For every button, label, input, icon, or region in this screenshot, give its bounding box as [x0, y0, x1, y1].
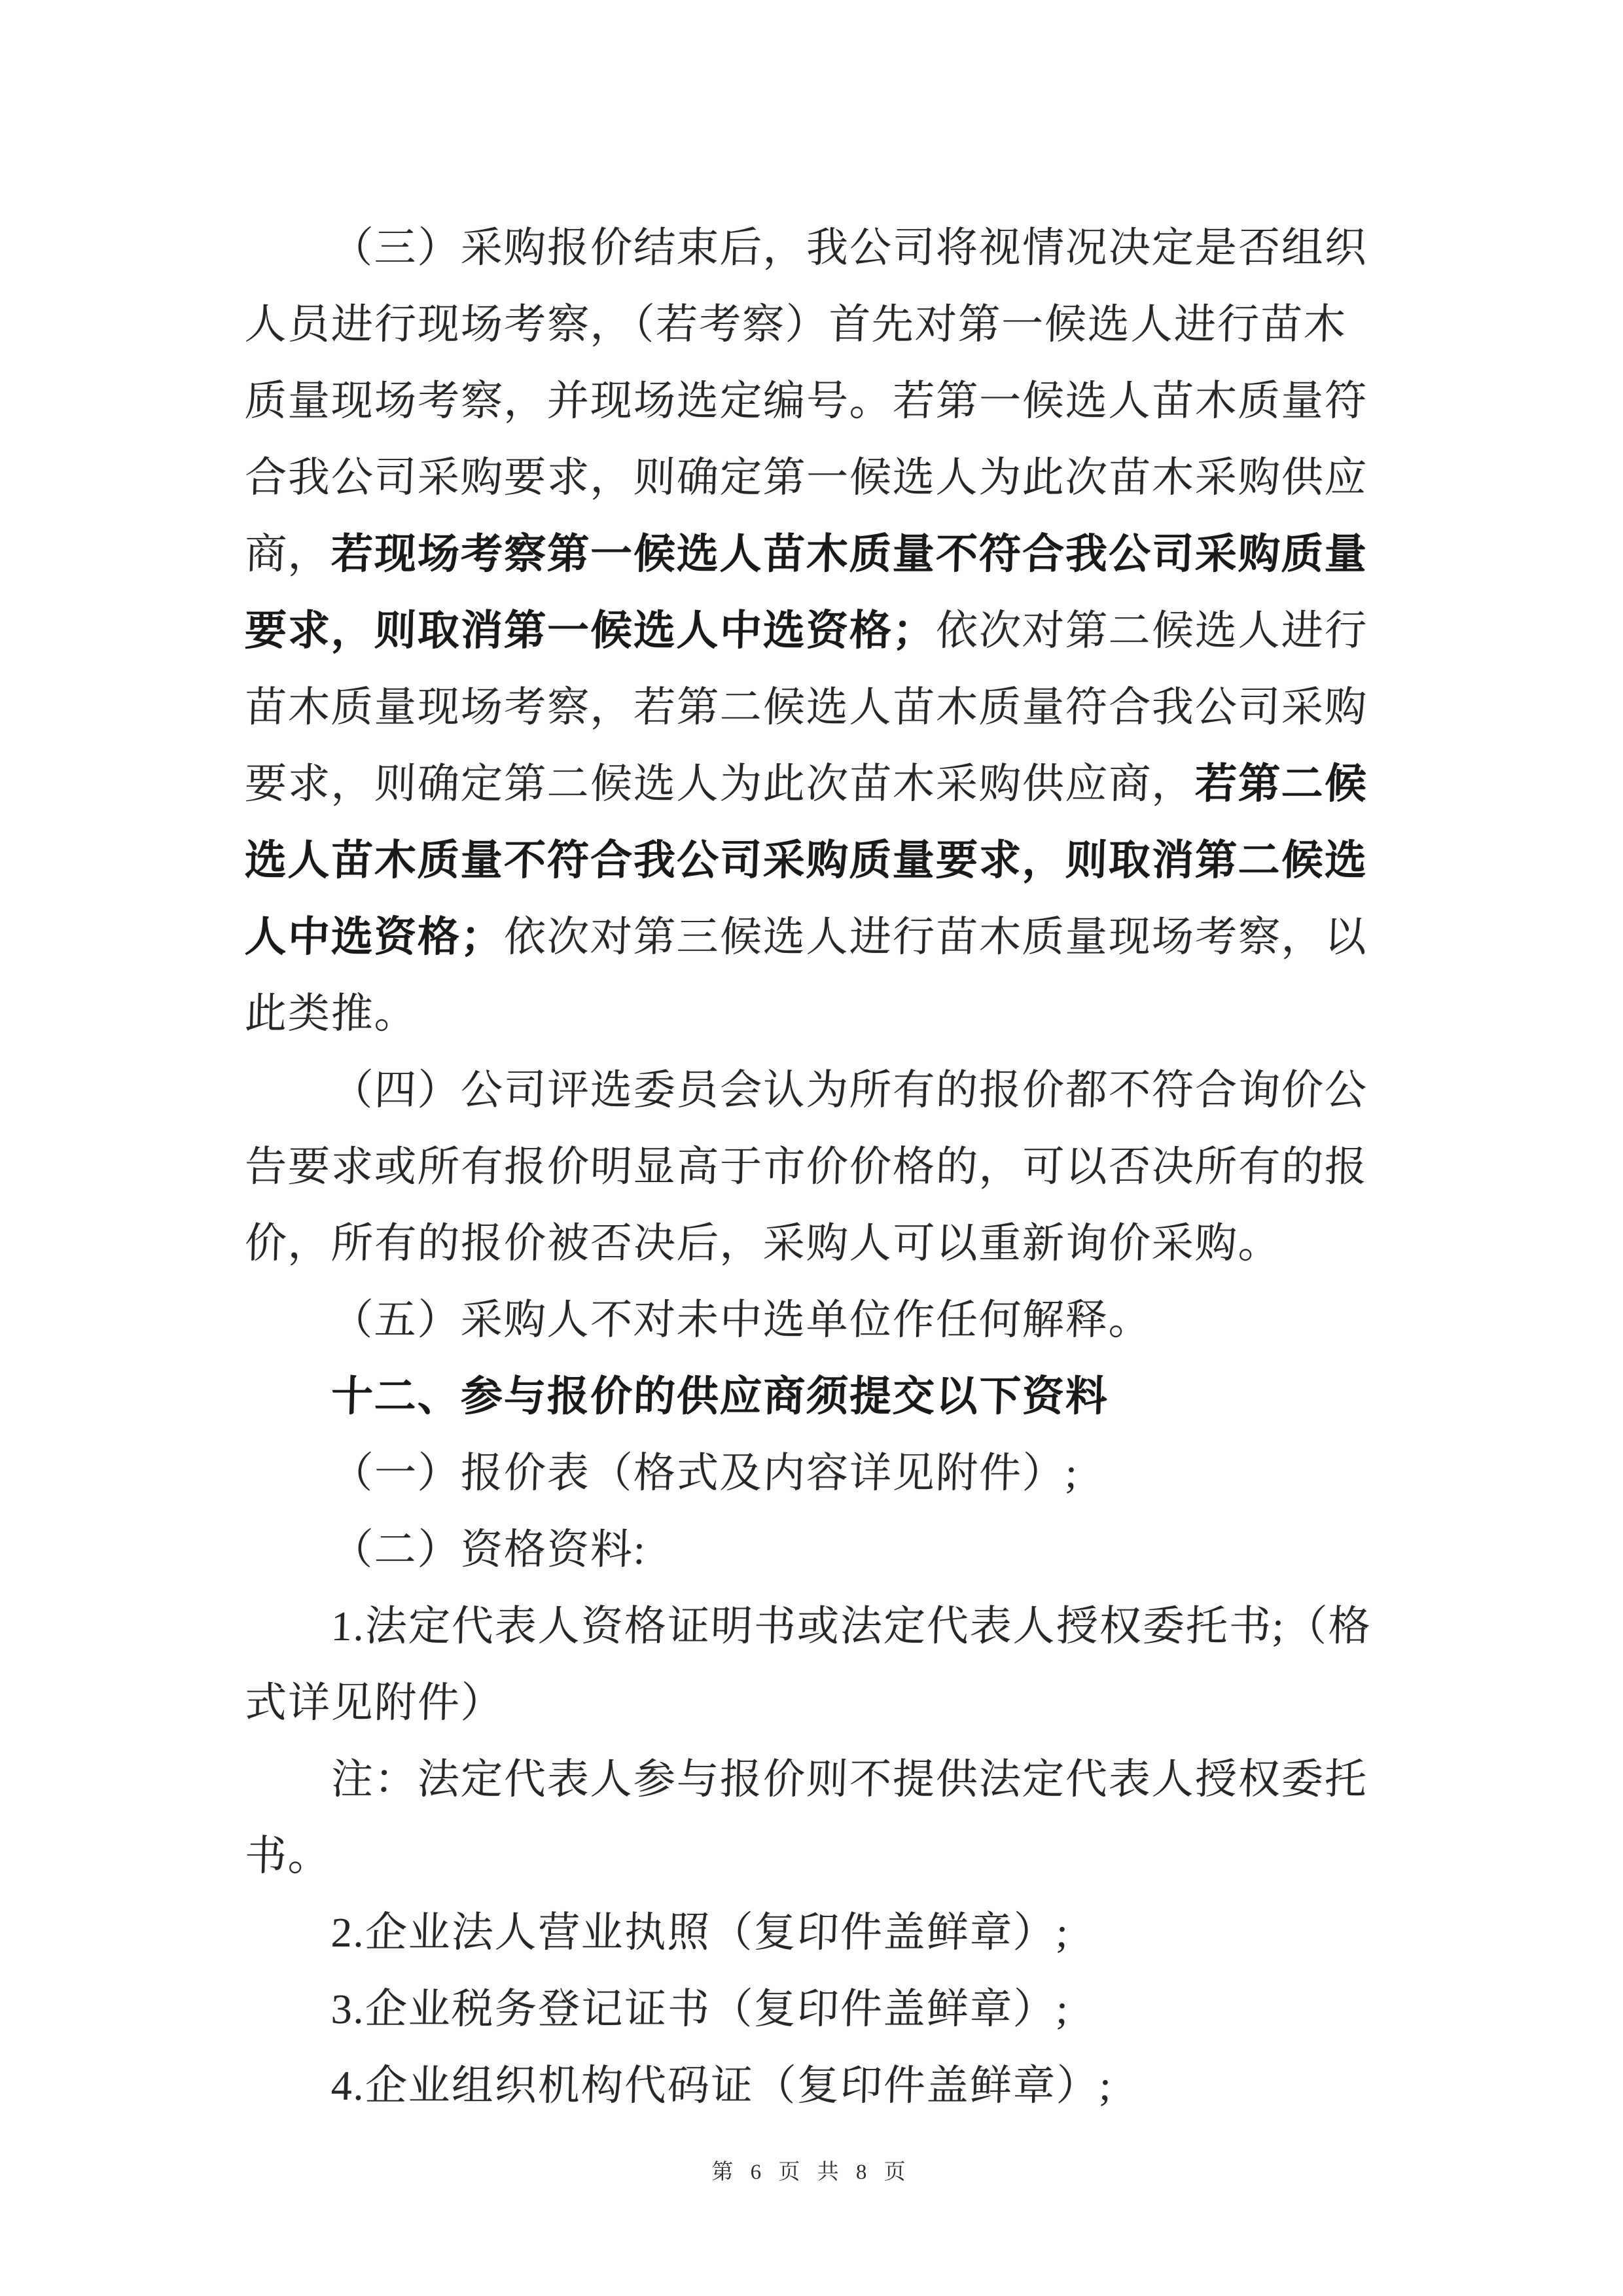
text-segment: 依次对第三候选人进行苗木质量现场考察，以 [503, 914, 1368, 960]
text-line [243, 899, 1387, 975]
text-line [243, 745, 1387, 822]
text-line [243, 1511, 1387, 1588]
text-segment: 依次对第二候选人进行 [935, 607, 1368, 654]
text-segment: 合我公司采购要求，则确定第一候选人为此次苗木采购供应 [244, 454, 1368, 501]
text-segment: （二）资格资料: [330, 1526, 647, 1573]
text-line [243, 1664, 1387, 1741]
text-segment: 1.法定代表人资格证明书或法定代表人授权委托书;（格 [330, 1603, 1372, 1649]
text-line [243, 1358, 1387, 1435]
text-segment: 此类推。 [244, 990, 418, 1037]
text-segment: 苗木质量现场考察，若第二候选人苗木质量符合我公司采购 [244, 684, 1368, 730]
text-line [243, 2047, 1387, 2124]
text-line [243, 822, 1387, 899]
text-line [243, 1971, 1387, 2047]
text-line [243, 516, 1387, 592]
text-line [243, 439, 1387, 516]
text-line [243, 363, 1387, 439]
text-segment: 要求，则取消第一候选人中选资格； [244, 607, 936, 654]
text-segment: 式详见附件） [244, 1679, 505, 1726]
text-segment: 注：法定代表人参与报价则不提供法定代表人授权委托 [330, 1756, 1368, 1803]
text-segment: 书。 [244, 1833, 332, 1879]
text-segment: 若现场考察第一候选人苗木质量不符合我公司采购质量 [330, 531, 1368, 577]
text-line [243, 286, 1387, 363]
text-segment: 人员进行现场考察，（若考察）首先对第一候选人进行苗木 [244, 301, 1347, 348]
text-segment: 4.企业组织机构代码证（复印件盖鲜章）; [330, 2062, 1113, 2109]
text-segment: （五）采购人不对未中选单位作任何解释。 [330, 1297, 1152, 1343]
text-line [243, 1128, 1387, 1205]
text-segment: 商， [244, 531, 332, 577]
text-segment: 若第二候 [1194, 761, 1368, 807]
text-segment: 告要求或所有报价明显高于市价价格的，可以否决所有的报 [244, 1143, 1368, 1190]
text-line [243, 1741, 1387, 1818]
text-segment: 选人苗木质量不符合我公司采购质量要求，则取消第二候选 [244, 837, 1368, 884]
text-line [243, 669, 1387, 745]
text-line [243, 1052, 1387, 1128]
text-segment: （一）报价表（格式及内容详见附件）; [330, 1450, 1079, 1496]
text-line [243, 209, 1387, 286]
text-line [243, 1818, 1387, 1894]
text-line [243, 1282, 1387, 1358]
text-line [243, 1588, 1387, 1664]
text-segment: 要求，则确定第二候选人为此次苗木采购供应商， [244, 761, 1196, 807]
text-segment: 2.企业法人营业执照（复印件盖鲜章）; [330, 1909, 1070, 1956]
text-segment: （四）公司评选委员会认为所有的报价都不符合询价公 [330, 1067, 1368, 1113]
text-segment: 质量现场考察，并现场选定编号。若第一候选人苗木质量符 [244, 378, 1368, 424]
text-line [243, 592, 1387, 669]
text-segment: 价，所有的报价被否决后，采购人可以重新询价采购。 [244, 1220, 1282, 1266]
text-segment: 人中选资格； [244, 914, 505, 960]
text-line [243, 1435, 1387, 1511]
text-line [243, 1894, 1387, 1971]
text-segment: 3.企业税务登记证书（复印件盖鲜章）; [330, 1986, 1070, 2032]
page-footer: 第 6 页 共 8 页 [711, 2161, 912, 2184]
text-line [243, 975, 1387, 1052]
document-body [245, 209, 1387, 2124]
text-line [243, 1205, 1387, 1282]
text-segment: 十二、参与报价的供应商须提交以下资料 [330, 1373, 1109, 1420]
text-segment: （三）采购报价结束后，我公司将视情况决定是否组织 [330, 224, 1368, 271]
